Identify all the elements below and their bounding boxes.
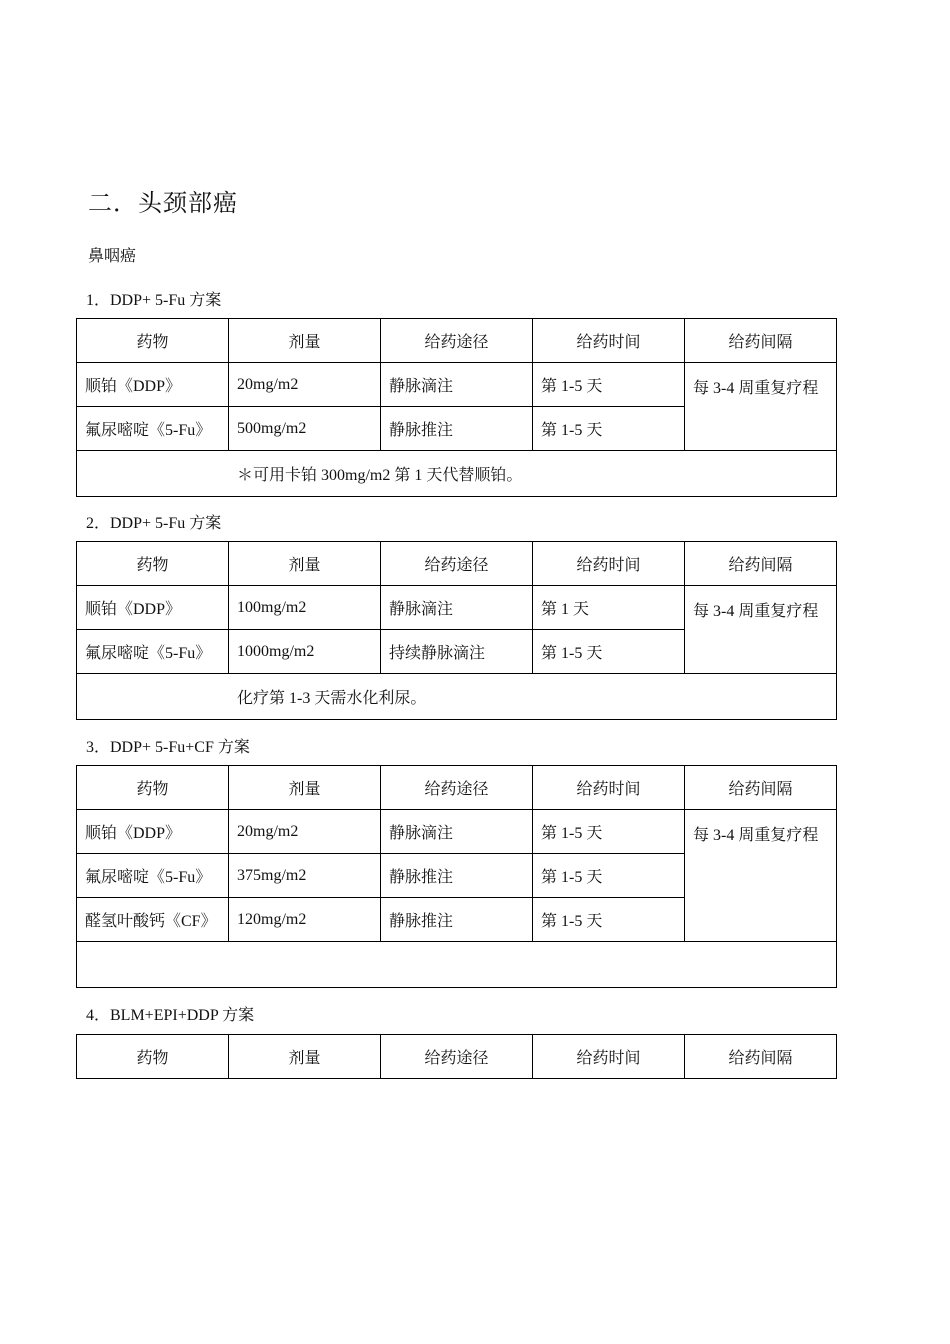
scheme-2-table [76,541,837,720]
dose-cell: 100mg/m2 [229,586,381,630]
route-cell: 静脉推注 [381,854,533,898]
header-interval: 给药间隔 [685,766,837,810]
note-cell: ＊可用卡铂 300mg/m2 第 1 天代替顺铂。 [77,451,837,497]
header-time: 给药时间 [533,319,685,363]
route-cell: 持续静脉滴注 [381,630,533,674]
note-cell [77,942,837,988]
interval-cell: 每 3-4 周重复疗程 [685,363,837,451]
header-dose: 剂量 [229,319,381,363]
scheme-1-table [76,318,837,497]
header-dose: 剂量 [229,766,381,810]
note-cell: 化疗第 1-3 天需水化利尿。 [77,674,837,720]
drug-cell: 氟尿嘧啶《5-Fu》 [77,854,229,898]
drug-cell: 氟尿嘧啶《5-Fu》 [77,407,229,451]
header-time: 给药时间 [533,542,685,586]
table-row [77,586,837,630]
table-header-row [77,542,837,586]
scheme-2-title: 2．DDP+ 5-Fu 方案 [86,515,222,532]
header-route: 给药途径 [381,1035,533,1079]
dose-cell: 20mg/m2 [229,363,381,407]
header-drug: 药物 [77,319,229,363]
note-row [77,674,837,720]
interval-cell: 每 3-4 周重复疗程 [685,810,837,942]
drug-cell: 顺铂《DDP》 [77,810,229,854]
header-time: 给药时间 [533,1035,685,1079]
route-cell: 静脉滴注 [381,810,533,854]
header-interval: 给药间隔 [685,542,837,586]
header-drug: 药物 [77,1035,229,1079]
header-route: 给药途径 [381,542,533,586]
table-header-row [77,766,837,810]
time-cell: 第 1-5 天 [533,630,685,674]
header-drug: 药物 [77,766,229,810]
header-interval: 给药间隔 [685,1035,837,1079]
subtitle: 鼻咽癌 [88,248,137,265]
scheme-4-table [76,1034,837,1079]
route-cell: 静脉滴注 [381,363,533,407]
dose-cell: 120mg/m2 [229,898,381,942]
table-header-row [77,1035,837,1079]
time-cell: 第 1-5 天 [533,854,685,898]
dose-cell: 20mg/m2 [229,810,381,854]
table-row [77,363,837,407]
time-cell: 第 1-5 天 [533,407,685,451]
dose-cell: 1000mg/m2 [229,630,381,674]
table-header-row [77,319,837,363]
header-time: 给药时间 [533,766,685,810]
section-title: 二．头颈部癌 [88,191,238,217]
header-route: 给药途径 [381,766,533,810]
scheme-3-table [76,765,837,988]
header-drug: 药物 [77,542,229,586]
time-cell: 第 1-5 天 [533,363,685,407]
dose-cell: 500mg/m2 [229,407,381,451]
note-row [77,451,837,497]
dose-cell: 375mg/m2 [229,854,381,898]
scheme-4-title: 4．BLM+EPI+DDP 方案 [86,1007,255,1024]
time-cell: 第 1-5 天 [533,898,685,942]
route-cell: 静脉推注 [381,898,533,942]
drug-cell: 氟尿嘧啶《5-Fu》 [77,630,229,674]
table-row [77,810,837,854]
scheme-3-title: 3．DDP+ 5-Fu+CF 方案 [86,739,250,756]
route-cell: 静脉滴注 [381,586,533,630]
interval-cell: 每 3-4 周重复疗程 [685,586,837,674]
scheme-1-title: 1．DDP+ 5-Fu 方案 [86,292,222,309]
drug-cell: 顺铂《DDP》 [77,363,229,407]
note-row [77,942,837,988]
header-route: 给药途径 [381,319,533,363]
time-cell: 第 1-5 天 [533,810,685,854]
header-dose: 剂量 [229,1035,381,1079]
route-cell: 静脉推注 [381,407,533,451]
drug-cell: 醛氢叶酸钙《CF》 [77,898,229,942]
header-interval: 给药间隔 [685,319,837,363]
header-dose: 剂量 [229,542,381,586]
drug-cell: 顺铂《DDP》 [77,586,229,630]
time-cell: 第 1 天 [533,586,685,630]
